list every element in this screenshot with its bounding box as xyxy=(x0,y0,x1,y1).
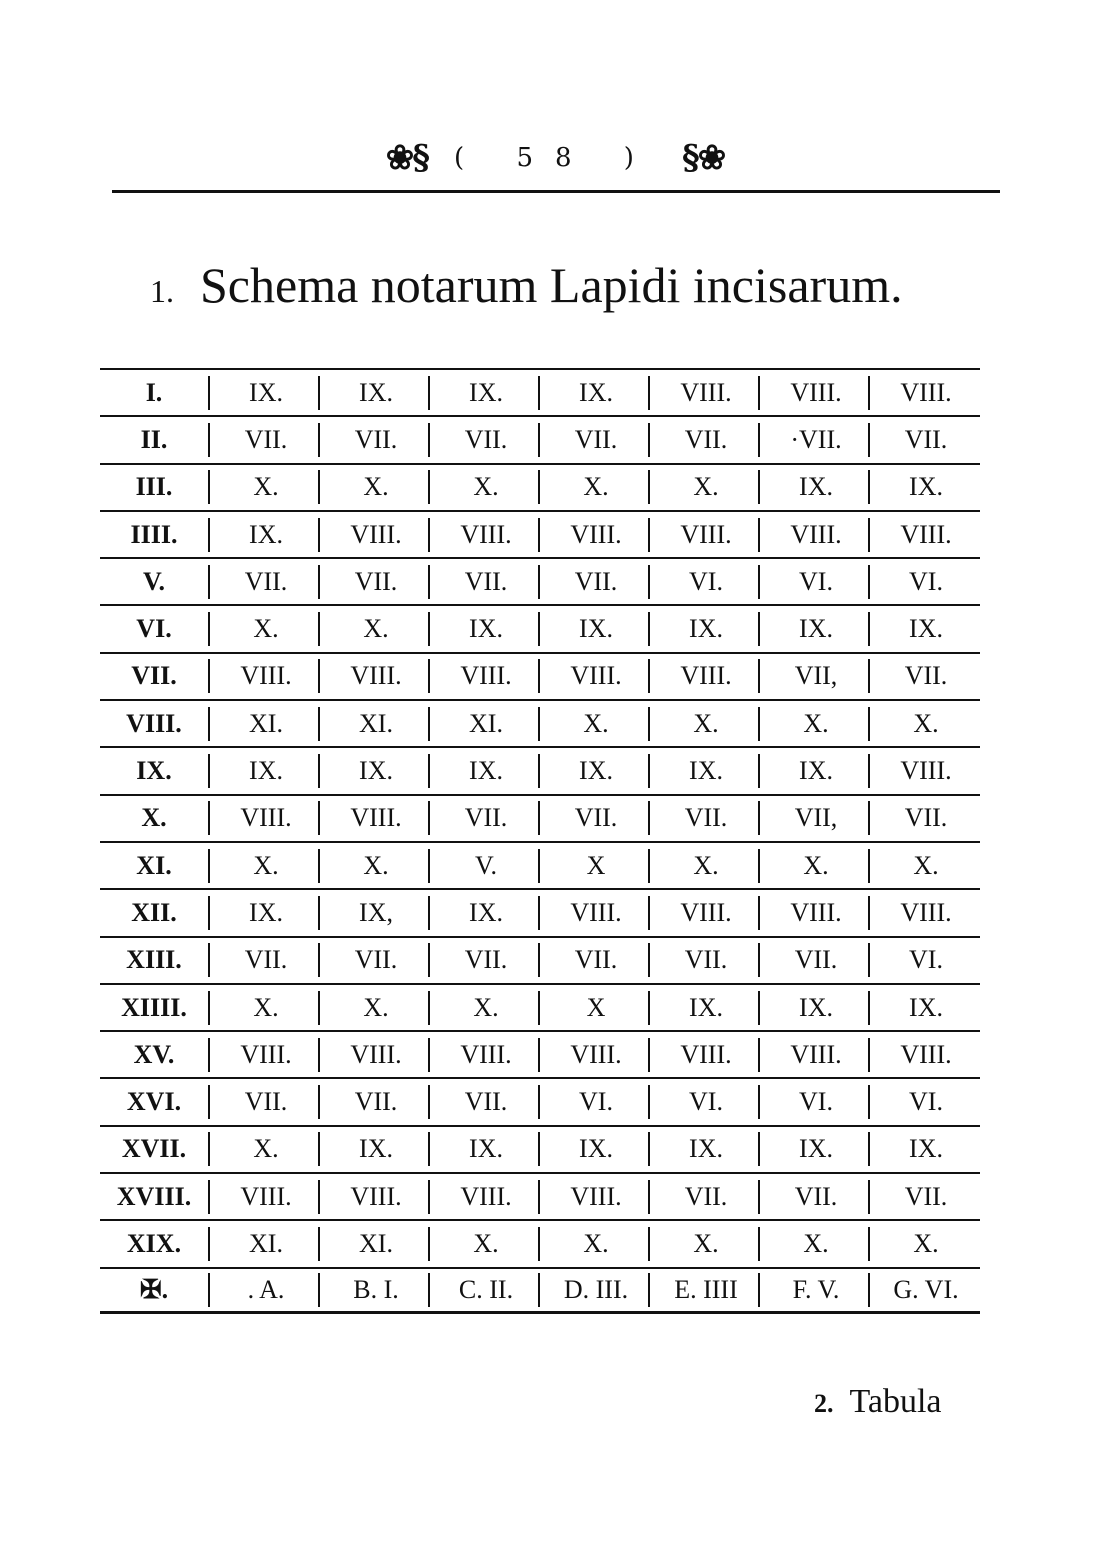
row-label: VII. xyxy=(131,661,177,691)
table-cell: VII. xyxy=(428,423,538,457)
table-cell: X. xyxy=(868,707,978,741)
table-cell: VII. xyxy=(318,1085,428,1119)
table-cell: VII, xyxy=(758,659,868,693)
table-cell: X. xyxy=(648,470,758,504)
table-cell: VII. xyxy=(868,659,978,693)
table-cell: VIII. xyxy=(868,518,978,552)
table-row xyxy=(100,1219,980,1266)
header-rule xyxy=(112,190,1000,193)
table-cell: VIII. xyxy=(758,1038,868,1072)
table-cell: VIII. xyxy=(318,518,428,552)
table-cell: X xyxy=(538,991,648,1025)
table-cell: IX. xyxy=(538,376,648,410)
row-label: IX. xyxy=(136,756,172,786)
table-cell: VIII. xyxy=(868,1038,978,1072)
table-row xyxy=(100,510,980,557)
table-cell: VIII. xyxy=(428,659,538,693)
table-cell: VII. xyxy=(648,801,758,835)
table-cell: VIII. xyxy=(208,659,318,693)
table-cell: VII. xyxy=(538,943,648,977)
table-cell: X. xyxy=(428,991,538,1025)
row-label: XIII. xyxy=(126,945,182,975)
table-cell: X. xyxy=(648,707,758,741)
table-cell: VII. xyxy=(428,943,538,977)
table-cell: VII. xyxy=(318,423,428,457)
table-cell: X. xyxy=(868,1227,978,1261)
ornament-right-icon: §❀ xyxy=(681,138,725,178)
table-cell: VII. xyxy=(758,943,868,977)
table-cell: IX. xyxy=(758,470,868,504)
table-row xyxy=(100,652,980,699)
table-row xyxy=(100,1077,980,1124)
table-cell: VIII. xyxy=(538,659,648,693)
page-title xyxy=(150,250,990,320)
row-label: XIIII. xyxy=(121,992,187,1022)
table-cell: IX. xyxy=(208,754,318,788)
table-cell: X. xyxy=(208,849,318,883)
table-cell: VI. xyxy=(868,1085,978,1119)
row-label: XIX. xyxy=(126,1228,182,1258)
table-cell: VIII. xyxy=(868,896,978,930)
row-label: V. xyxy=(143,566,165,596)
table-cell: IX. xyxy=(208,518,318,552)
catchword: Tabula xyxy=(849,1383,942,1420)
table-cell: IX. xyxy=(538,754,648,788)
table-cell: X xyxy=(538,849,648,883)
table-row xyxy=(100,1030,980,1077)
table-cell: VII. xyxy=(428,565,538,599)
table-cell: X. xyxy=(318,612,428,646)
table-cell: VII. xyxy=(538,423,648,457)
table-cell: X. xyxy=(428,1227,538,1261)
table-cell: VI. xyxy=(758,1085,868,1119)
row-label: IIII. xyxy=(130,519,178,549)
row-label: XVII. xyxy=(121,1134,187,1164)
table-row xyxy=(100,841,980,888)
table-cell: IX. xyxy=(758,612,868,646)
table-cell: X. xyxy=(318,470,428,504)
row-label: ✠. xyxy=(139,1274,169,1304)
table-cell: IX. xyxy=(428,754,538,788)
table-cell: VIII. xyxy=(428,1180,538,1214)
table-cell: X. xyxy=(758,849,868,883)
table-cell: VII. xyxy=(208,1085,318,1119)
table-cell: VIII. xyxy=(428,518,538,552)
table-cell: VII. xyxy=(648,1180,758,1214)
table-cell: VIII. xyxy=(538,518,648,552)
table-cell: VIII. xyxy=(318,1038,428,1072)
table-cell: VII. xyxy=(868,1180,978,1214)
table-cell: VII, xyxy=(758,801,868,835)
table-cell: VII. xyxy=(428,1085,538,1119)
table-cell: IX. xyxy=(318,1132,428,1166)
table-cell: VIII. xyxy=(318,1180,428,1214)
table-cell: IX. xyxy=(648,1132,758,1166)
table-cell: VI. xyxy=(868,943,978,977)
table-cell: VII. xyxy=(318,565,428,599)
row-label: I. xyxy=(145,377,163,407)
table-cell: XI. xyxy=(318,707,428,741)
table-cell: VII. xyxy=(428,801,538,835)
table-cell: VI. xyxy=(648,1085,758,1119)
table-cell: VIII. xyxy=(648,1038,758,1072)
title-text: Schema notarum Lapidi incisarum. xyxy=(200,257,903,313)
table-cell: VIII. xyxy=(208,1038,318,1072)
row-label: XV. xyxy=(133,1039,175,1069)
table-cell: X. xyxy=(318,991,428,1025)
table-cell: VIII. xyxy=(648,518,758,552)
table-cell: E. IIII xyxy=(648,1273,758,1307)
table-cell: X. xyxy=(758,1227,868,1261)
table-cell: VII. xyxy=(208,423,318,457)
row-label: XII. xyxy=(131,897,177,927)
table-cell: IX. xyxy=(428,1132,538,1166)
table-cell: VII. xyxy=(538,565,648,599)
table-cell: VII. xyxy=(648,943,758,977)
ornament-left-icon: ❀§ xyxy=(385,138,429,178)
table-cell: X. xyxy=(208,991,318,1025)
table-cell: VIII. xyxy=(538,1180,648,1214)
table-row xyxy=(100,463,980,510)
table-cell: VIII. xyxy=(758,896,868,930)
table-cell: X. xyxy=(648,1227,758,1261)
table-cell: VII. xyxy=(648,423,758,457)
table-cell: VIII. xyxy=(428,1038,538,1072)
table-cell: IX. xyxy=(868,470,978,504)
table-cell: X. xyxy=(208,470,318,504)
table-cell: G. VI. xyxy=(868,1273,978,1307)
table-cell: IX. xyxy=(538,612,648,646)
table-cell: XI. xyxy=(428,707,538,741)
table-cell: VII. xyxy=(318,943,428,977)
table-cell: B. I. xyxy=(318,1273,428,1307)
table-cell: VI. xyxy=(538,1085,648,1119)
table-row xyxy=(100,415,980,462)
table-cell: IX. xyxy=(428,612,538,646)
table-cell: VIII. xyxy=(758,376,868,410)
table-row xyxy=(100,699,980,746)
row-label: XVI. xyxy=(126,1087,182,1117)
table-row xyxy=(100,1125,980,1172)
table-row xyxy=(100,1172,980,1219)
table-cell: VI. xyxy=(758,565,868,599)
table-cell: VII. xyxy=(868,423,978,457)
table-cell: X. xyxy=(538,707,648,741)
table-cell: XI. xyxy=(208,707,318,741)
table-cell: VII. xyxy=(538,801,648,835)
catchword-footer xyxy=(814,1376,974,1428)
table-row xyxy=(100,936,980,983)
row-label: II. xyxy=(140,424,168,454)
table-cell: VI. xyxy=(868,565,978,599)
footer-number: 2. xyxy=(814,1389,834,1418)
row-label: VIII. xyxy=(126,708,182,738)
notes-table xyxy=(100,368,980,1314)
table-cell: IX. xyxy=(868,1132,978,1166)
table-cell: IX, xyxy=(318,896,428,930)
table-cell: IX. xyxy=(648,754,758,788)
table-cell: V. xyxy=(428,849,538,883)
table-row xyxy=(100,604,980,651)
table-cell: VIII. xyxy=(868,376,978,410)
table-cell: IX. xyxy=(318,754,428,788)
row-label: III. xyxy=(135,472,173,502)
table-cell: VIII. xyxy=(648,896,758,930)
table-cell: IX. xyxy=(428,376,538,410)
table-cell: VII. xyxy=(208,943,318,977)
table-cell: VIII. xyxy=(538,1038,648,1072)
table-row xyxy=(100,1267,980,1314)
table-cell: IX. xyxy=(208,376,318,410)
row-label: X. xyxy=(141,803,167,833)
table-cell: VIII. xyxy=(538,896,648,930)
table-cell: IX. xyxy=(868,991,978,1025)
table-row xyxy=(100,557,980,604)
table-cell: VIII. xyxy=(868,754,978,788)
table-cell: IX. xyxy=(758,991,868,1025)
table-cell: X. xyxy=(318,849,428,883)
row-label: XI. xyxy=(136,850,172,880)
table-cell: VII. xyxy=(868,801,978,835)
table-cell: D. III. xyxy=(538,1273,648,1307)
table-cell: X. xyxy=(648,849,758,883)
table-cell: IX. xyxy=(318,376,428,410)
table-row xyxy=(100,888,980,935)
table-cell: VII. xyxy=(758,1180,868,1214)
table-cell: X. xyxy=(538,470,648,504)
table-cell: VIII. xyxy=(208,801,318,835)
table-cell: IX. xyxy=(648,991,758,1025)
table-row xyxy=(100,746,980,793)
table-cell: XI. xyxy=(208,1227,318,1261)
table-cell: ·VII. xyxy=(758,423,868,457)
row-label: XVIII. xyxy=(116,1181,192,1211)
table-cell: VIII. xyxy=(208,1180,318,1214)
table-cell: VIII. xyxy=(648,659,758,693)
table-cell: VI. xyxy=(648,565,758,599)
table-cell: X. xyxy=(538,1227,648,1261)
table-row xyxy=(100,368,980,415)
table-cell: XI. xyxy=(318,1227,428,1261)
page-header xyxy=(110,132,1000,184)
table-row xyxy=(100,983,980,1030)
table-cell: X. xyxy=(208,612,318,646)
table-cell: X. xyxy=(208,1132,318,1166)
table-cell: IX. xyxy=(648,612,758,646)
table-cell: IX. xyxy=(428,896,538,930)
table-cell: . A. xyxy=(208,1273,318,1307)
table-cell: IX. xyxy=(758,754,868,788)
table-row xyxy=(100,794,980,841)
row-label: VI. xyxy=(136,614,172,644)
table-cell: X. xyxy=(428,470,538,504)
table-cell: IX. xyxy=(868,612,978,646)
table-cell: IX. xyxy=(758,1132,868,1166)
table-cell: VII. xyxy=(208,565,318,599)
title-number: 1. xyxy=(150,273,174,309)
table-cell: F. V. xyxy=(758,1273,868,1307)
table-cell: VIII. xyxy=(758,518,868,552)
table-cell: IX. xyxy=(538,1132,648,1166)
table-cell: VIII. xyxy=(648,376,758,410)
table-cell: C. II. xyxy=(428,1273,538,1307)
table-cell: VIII. xyxy=(318,801,428,835)
table-cell: IX. xyxy=(208,896,318,930)
page-number: ( 58 ) xyxy=(454,143,656,173)
table-cell: X. xyxy=(758,707,868,741)
table-cell: X. xyxy=(868,849,978,883)
table-cell: VIII. xyxy=(318,659,428,693)
